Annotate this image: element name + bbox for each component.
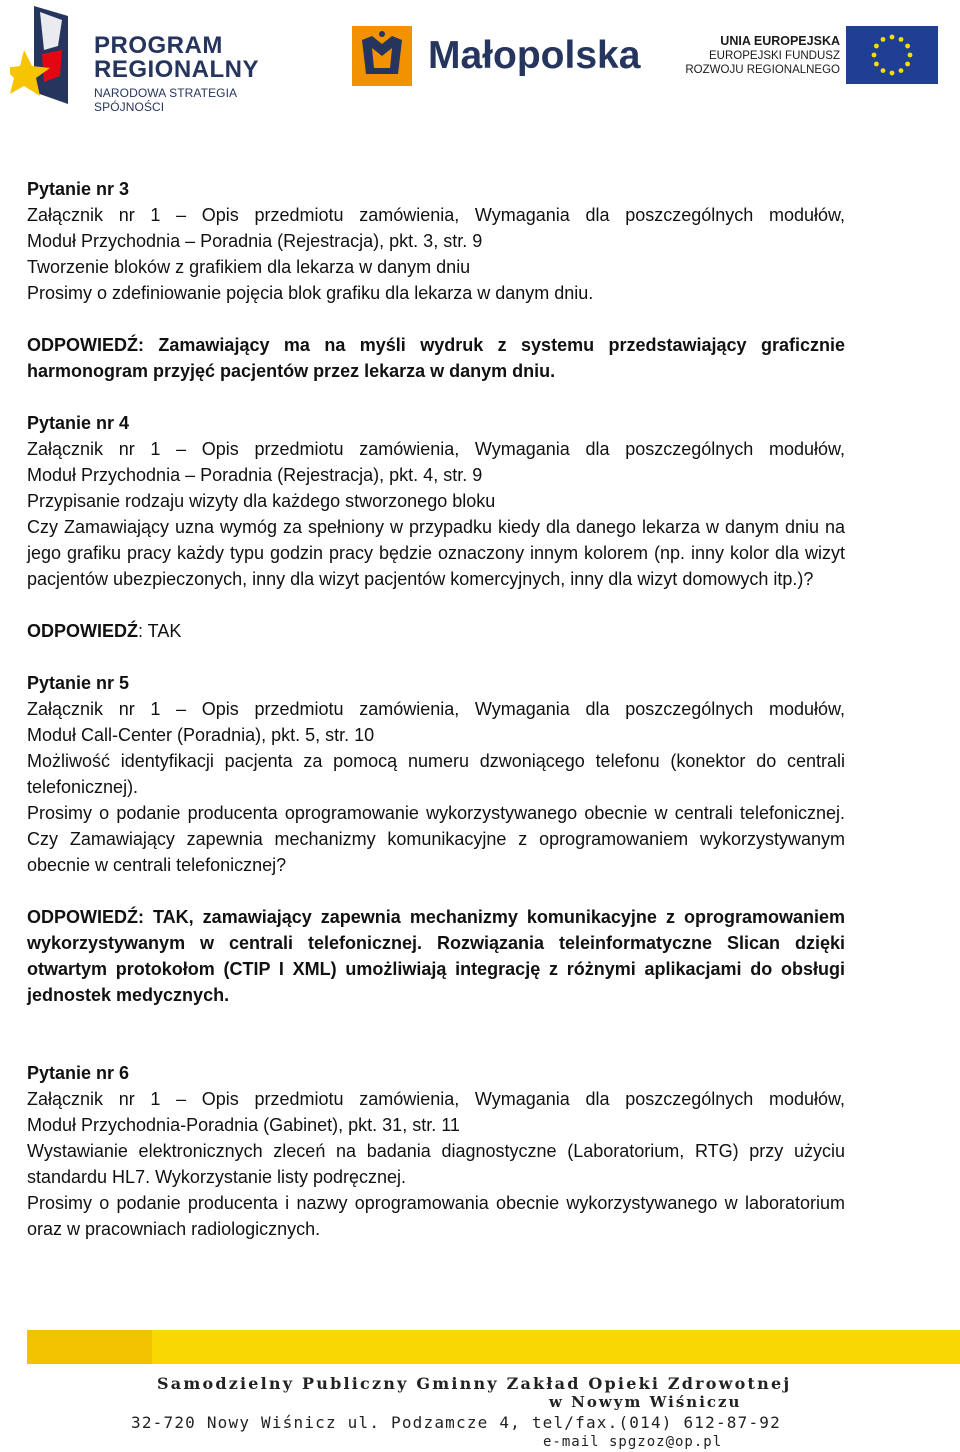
question-4-answer (27, 618, 845, 644)
page-header (0, 0, 960, 114)
question-3-reference-line2: Moduł Przychodnia – Poradnia (Rejestracja), pkt. 3, str. 9 (27, 231, 483, 251)
question-3-text: Prosimy o zdefiniowanie pojęcia blok grafiku dla lekarza w danym dniu. (27, 283, 594, 303)
question-5-title: Pytanie nr 5 (27, 673, 130, 693)
question-3-answer: ODPOWIEDŹ: Zamawiający ma na myśli wydruk z systemu przedstawiający graficznie harmonogram przyjęć pacjentów przez lekarza w danym dniu. (27, 335, 845, 381)
eu-logo-line3: ROZWOJU REGIONALNEGO (685, 64, 840, 76)
star-flag-icon (10, 6, 88, 104)
program-logo-line3: NARODOWA STRATEGIA SPÓJNOŚCI (94, 86, 237, 114)
eu-logo-line1: UNIA EUROPEJSKA (720, 34, 840, 48)
question-4-reference-line1: Załącznik nr 1 – Opis przedmiotu zamówienia, Wymagania dla poszczególnych modułów, (27, 439, 845, 459)
question-5-reference-line2: Moduł Call-Center (Poradnia), pkt. 5, str. 10 (27, 725, 375, 745)
malopolska-logo-text: Małopolska (428, 34, 641, 77)
eu-logo-line2: EUROPEJSKI FUNDUSZ (709, 50, 840, 62)
question-4-requirement: Przypisanie rodzaju wizyty dla każdego stworzonego bloku (27, 491, 496, 511)
program-logo-line2: REGIONALNY (94, 56, 260, 83)
question-5-requirement: Możliwość identyfikacji pacjenta za pomocą numeru dzwoniącego telefonu (konektor do centrali telefonicznej). (27, 751, 845, 797)
eu-flag-icon (846, 26, 938, 84)
footer-institution-name: Samodzielny Publiczny Gminny Zakład Opieki Zdrowotnej (157, 1374, 792, 1393)
question-4-reference-line2: Moduł Przychodnia – Poradnia (Rejestracja), pkt. 4, str. 9 (27, 465, 483, 485)
question-3-reference-line1: Załącznik nr 1 – Opis przedmiotu zamówienia, Wymagania dla poszczególnych modułów, (27, 205, 845, 225)
footer-address: 32-720 Nowy Wiśnicz ul. Podzamcze 4, tel/fax.(014) 612-87-92 (131, 1413, 781, 1432)
question-6-title: Pytanie nr 6 (27, 1063, 130, 1083)
footer-bar-left (27, 1330, 152, 1364)
footer-institution-location: w Nowym Wiśniczu (549, 1393, 742, 1411)
question-3-title: Pytanie nr 3 (27, 179, 130, 199)
question-4-answer-value: : TAK (138, 621, 182, 641)
program-logo-line1: PROGRAM (94, 32, 223, 59)
question-6-text: Prosimy o podanie producenta i nazwy oprogramowania obecnie wykorzystywanego w laboratorium oraz w pracowniach radiologicznych. (27, 1193, 845, 1239)
page-footer (27, 1330, 960, 1452)
program-regionalny-logo (10, 6, 310, 114)
eu-logo (685, 24, 940, 86)
question-6-reference-line1: Załącznik nr 1 – Opis przedmiotu zamówienia, Wymagania dla poszczególnych modułów, (27, 1089, 845, 1109)
footer-email: e-mail spgzoz@op.pl (543, 1434, 723, 1450)
question-4-text: Czy Zamawiający uzna wymóg za spełniony w przypadku kiedy dla danego lekarza w danym dniu na jego grafiku pracy każdy typu godzin pracy będzie oznaczony innym kolorem (np. inny kolor dla wizyt pacjentów ubezpieczonych, inny dla wizyt pacjentów komercyjnych, inny dla wizyt domowych itp.)? (27, 517, 845, 589)
document-body (27, 176, 845, 1242)
question-5-reference-line1: Załącznik nr 1 – Opis przedmiotu zamówienia, Wymagania dla poszczególnych modułów, (27, 699, 845, 719)
question-6-requirement: Wystawianie elektronicznych zleceń na badania diagnostyczne (Laboratorium, RTG) przy użyciu standardu HL7. Wykorzystanie listy podręcznej. (27, 1141, 845, 1187)
malopolska-logo (352, 22, 652, 86)
footer-bar-right (152, 1330, 960, 1364)
malopolska-crest-icon (352, 26, 412, 86)
question-4-title: Pytanie nr 4 (27, 413, 130, 433)
question-5-answer: ODPOWIEDŹ: TAK, zamawiający zapewnia mechanizmy komunikacyjne z oprogramowaniem wykorzystywanym w centrali telefonicznej. Rozwiązania teleinformatyczne Slican dzięki otwartym protokołom (CTIP I XML) umożliwiają integrację z różnymi aplikacjami do obsługi jednostek medycznych. (27, 907, 845, 1005)
question-5-text: Prosimy o podanie producenta oprogramowanie wykorzystywanego obecnie w centrali telefonicznej. Czy Zamawiający zapewnia mechanizmy komunikacyjne z oprogramowaniem wykorzystywanym obecnie w centrali telefonicznej? (27, 803, 845, 875)
question-3-requirement: Tworzenie bloków z grafikiem dla lekarza w danym dniu (27, 257, 471, 277)
question-6-reference-line2: Moduł Przychodnia-Poradnia (Gabinet), pkt. 31, str. 11 (27, 1115, 460, 1135)
question-4-answer-label: ODPOWIEDŹ (27, 621, 138, 641)
